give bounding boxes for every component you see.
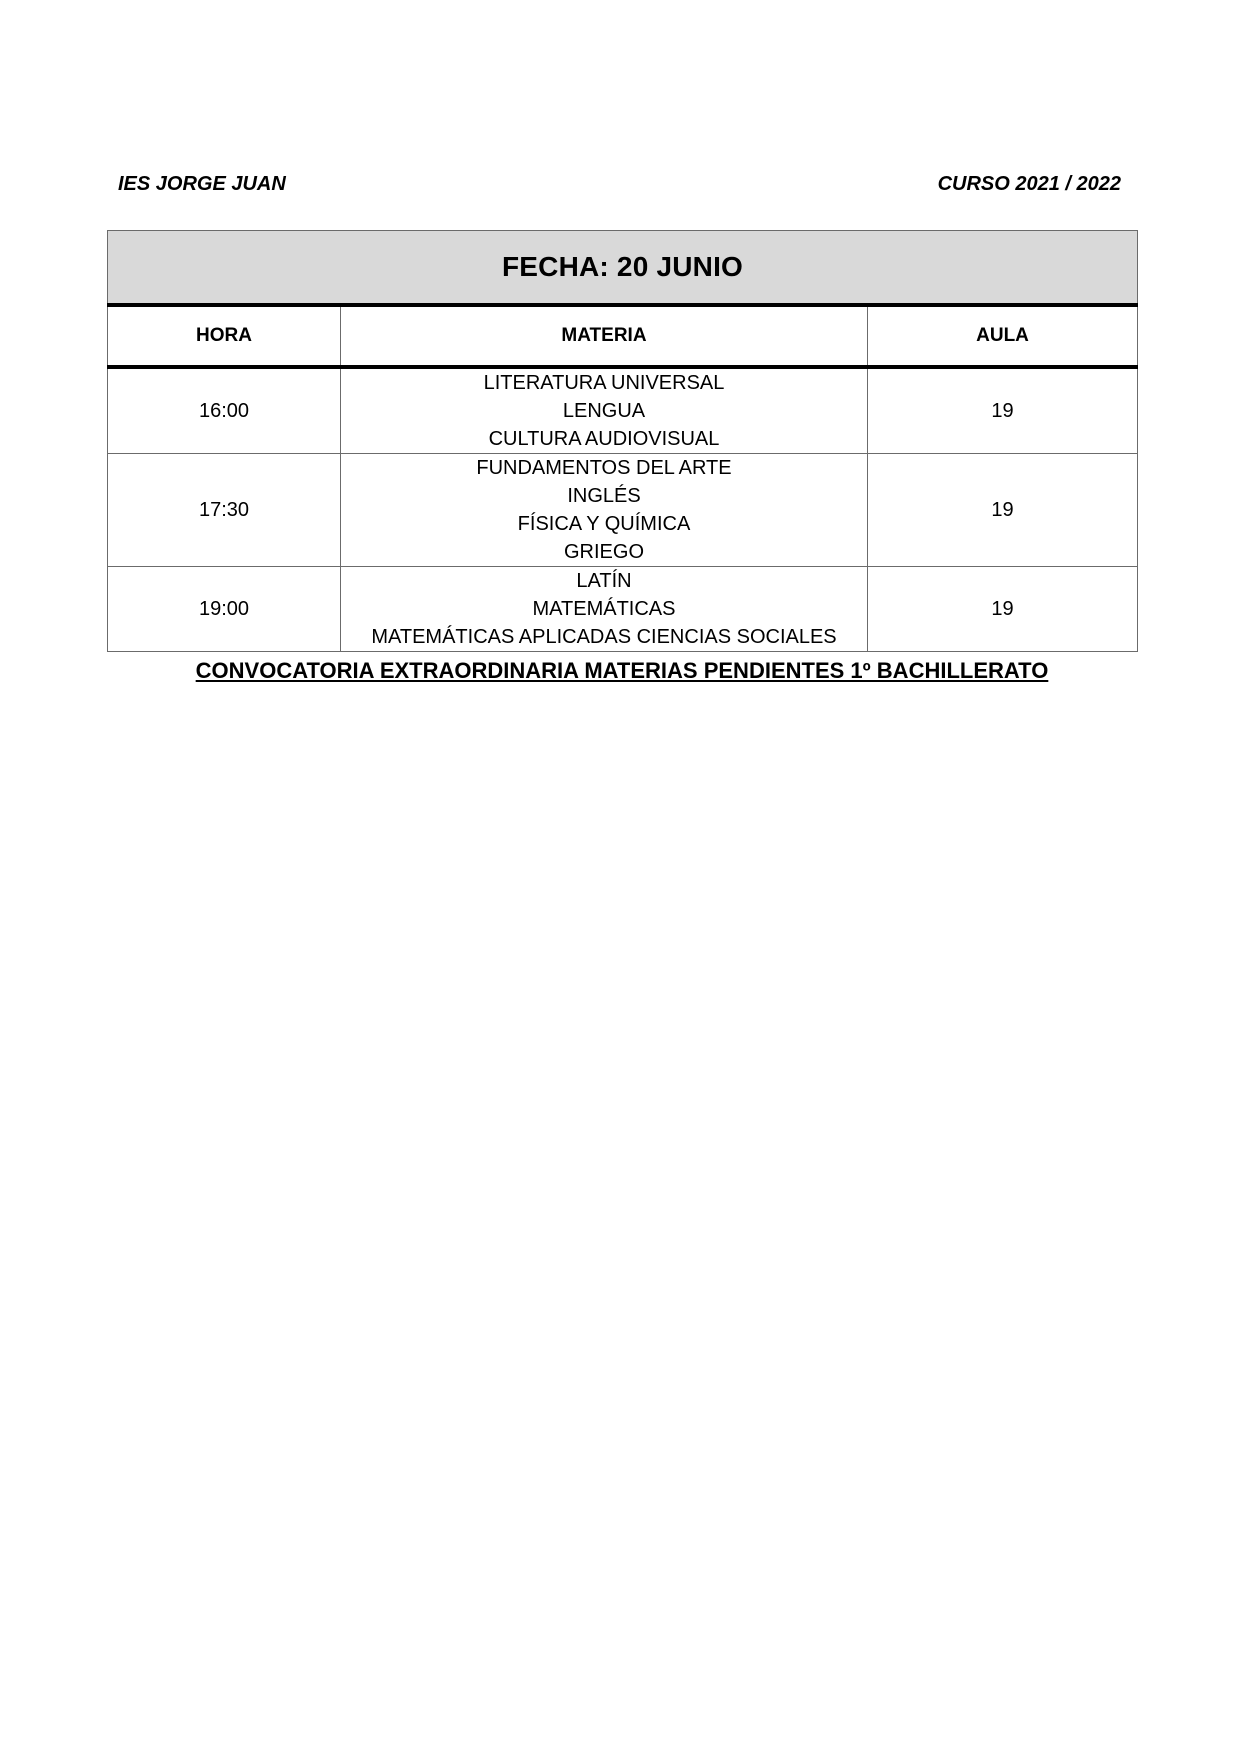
materia-cell <box>341 454 868 567</box>
subject-line: GRIEGO <box>563 541 644 563</box>
subject-line: LATÍN <box>576 570 632 592</box>
table-row <box>108 454 1138 567</box>
hora-cell: 16:00 <box>108 367 341 454</box>
column-header-hora: HORA <box>108 305 341 367</box>
aula-cell: 19 <box>868 567 1138 652</box>
aula-cell: 19 <box>868 454 1138 567</box>
materia-cell <box>341 367 868 454</box>
date-title: FECHA: 20 JUNIO <box>108 231 1138 306</box>
subject-line: FUNDAMENTOS DEL ARTE <box>476 457 732 479</box>
aula-cell: 19 <box>868 367 1138 454</box>
materia-cell <box>341 567 868 652</box>
column-header-aula: AULA <box>868 305 1138 367</box>
subject-line: CULTURA AUDIOVISUAL <box>488 428 720 450</box>
convocation-title: CONVOCATORIA EXTRAORDINARIA MATERIAS PENDIENTES 1º BACHILLERATO <box>195 658 1049 683</box>
course-year: CURSO 2021 / 2022 <box>937 173 1121 195</box>
column-header-materia: MATERIA <box>341 305 868 367</box>
hora-cell: 17:30 <box>108 454 341 567</box>
subject-line: LITERATURA UNIVERSAL <box>483 372 725 394</box>
subject-line: LENGUA <box>562 400 646 422</box>
table-row <box>108 367 1138 454</box>
hora-cell: 19:00 <box>108 567 341 652</box>
exam-schedule-table <box>107 230 1138 652</box>
date-title-row <box>108 231 1138 306</box>
column-header-row <box>108 305 1138 367</box>
subject-line: MATEMÁTICAS <box>532 598 676 620</box>
table-row <box>108 567 1138 652</box>
school-name: IES JORGE JUAN <box>118 173 286 195</box>
subject-line: FÍSICA Y QUÍMICA <box>517 513 691 535</box>
subject-line: INGLÉS <box>567 485 641 507</box>
subject-line: MATEMÁTICAS APLICADAS CIENCIAS SOCIALES <box>371 626 837 648</box>
